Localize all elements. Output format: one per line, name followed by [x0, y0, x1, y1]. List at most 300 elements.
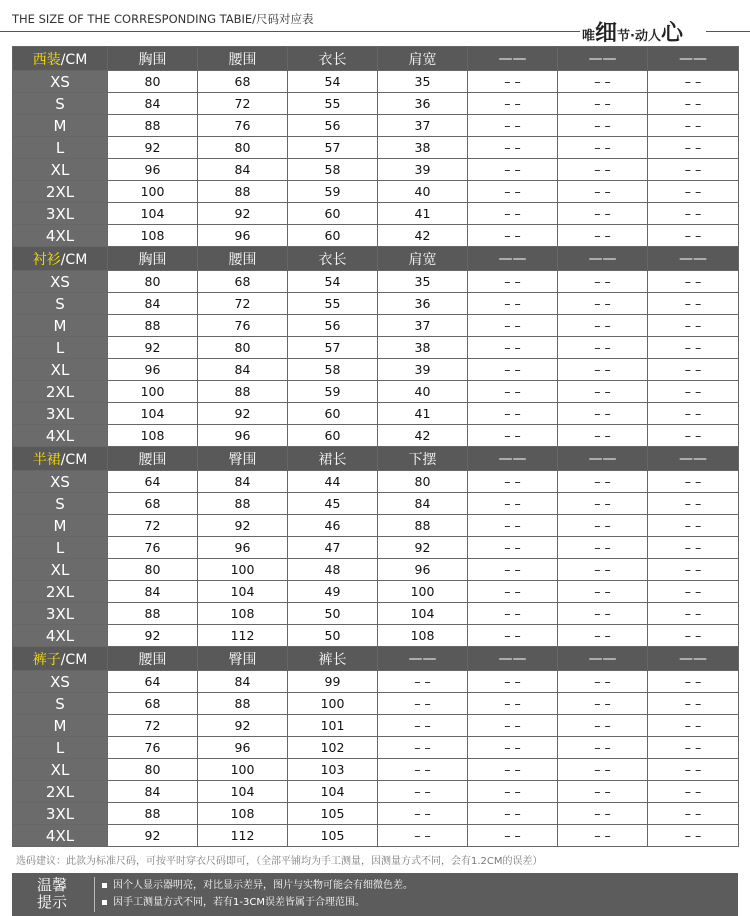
category-unit: /CM	[60, 651, 88, 668]
measurement-cell: – –	[468, 403, 558, 425]
measurement-cell: – –	[648, 493, 739, 515]
measurement-cell: 104	[198, 781, 288, 803]
measurement-cell: – –	[558, 515, 648, 537]
measurement-cell: – –	[558, 781, 648, 803]
measurement-cell: 100	[198, 559, 288, 581]
measurement-cell: 84	[108, 293, 198, 315]
table-row	[13, 403, 739, 425]
measurement-cell: 57	[288, 137, 378, 159]
table-row	[13, 203, 739, 225]
measurement-cell: – –	[648, 403, 739, 425]
slogan-prefix: 唯	[582, 29, 596, 44]
table-row	[13, 137, 739, 159]
column-header: ——	[648, 647, 739, 671]
measurement-cell: 88	[198, 181, 288, 203]
table-row	[13, 493, 739, 515]
measurement-cell: 104	[108, 203, 198, 225]
size-label: L	[13, 337, 108, 359]
category-unit: /CM	[60, 451, 88, 468]
bullet-icon	[102, 883, 107, 888]
table-header-row	[13, 247, 739, 271]
size-label: M	[13, 715, 108, 737]
measurement-cell: – –	[648, 803, 739, 825]
column-header: ——	[648, 247, 739, 271]
size-label: 3XL	[13, 403, 108, 425]
measurement-cell: 104	[378, 603, 468, 625]
measurement-cell: – –	[558, 581, 648, 603]
measurement-cell: – –	[648, 225, 739, 247]
page-title: THE SIZE OF THE CORRESPONDING TABIE/尺码对应表	[12, 12, 314, 26]
measurement-cell: – –	[468, 781, 558, 803]
size-label: XS	[13, 71, 108, 93]
measurement-cell: 58	[288, 359, 378, 381]
measurement-cell: – –	[648, 825, 739, 847]
measurement-cell: 36	[378, 293, 468, 315]
table-row	[13, 603, 739, 625]
measurement-cell: 104	[108, 403, 198, 425]
column-header: 腰围	[198, 247, 288, 271]
column-header: 腰围	[198, 47, 288, 71]
table-row	[13, 159, 739, 181]
measurement-cell: 108	[108, 425, 198, 447]
measurement-cell: 37	[378, 315, 468, 337]
measurement-cell: – –	[648, 581, 739, 603]
page-header	[0, 0, 750, 44]
column-header: 裤长	[288, 647, 378, 671]
table-row	[13, 625, 739, 647]
measurement-cell: 36	[378, 93, 468, 115]
measurement-cell: 100	[108, 181, 198, 203]
measurement-cell: – –	[468, 225, 558, 247]
measurement-cell: – –	[648, 181, 739, 203]
table-row	[13, 71, 739, 93]
measurement-cell: – –	[468, 271, 558, 293]
measurement-cell: 57	[288, 337, 378, 359]
measurement-cell: 41	[378, 403, 468, 425]
tip-text: 因个人显示器明亮，对比显示差异，图片与实物可能会有细微色差。	[113, 880, 413, 891]
measurement-cell: – –	[648, 315, 739, 337]
size-label: 4XL	[13, 625, 108, 647]
measurement-cell: – –	[558, 825, 648, 847]
measurement-cell: – –	[558, 381, 648, 403]
measurement-cell: – –	[558, 271, 648, 293]
bullet-icon	[102, 900, 107, 905]
measurement-cell: 100	[378, 581, 468, 603]
measurement-cell: 72	[108, 715, 198, 737]
measurement-cell: 80	[198, 137, 288, 159]
measurement-cell: 60	[288, 225, 378, 247]
column-header: ——	[468, 647, 558, 671]
measurement-cell: 42	[378, 425, 468, 447]
measurement-cell: 88	[378, 515, 468, 537]
table-row	[13, 425, 739, 447]
tips-label-line2: 提示	[36, 893, 67, 911]
size-table	[12, 646, 739, 847]
table-row	[13, 359, 739, 381]
size-label: L	[13, 137, 108, 159]
measurement-cell: – –	[468, 115, 558, 137]
measurement-cell: 88	[108, 603, 198, 625]
measurement-cell: 96	[198, 537, 288, 559]
table-row	[13, 181, 739, 203]
measurement-cell: – –	[378, 693, 468, 715]
column-header: ——	[558, 47, 648, 71]
size-label: M	[13, 515, 108, 537]
measurement-cell: 92	[198, 715, 288, 737]
table-row	[13, 271, 739, 293]
measurement-cell: 47	[288, 537, 378, 559]
measurement-cell: 88	[198, 381, 288, 403]
measurement-cell: – –	[468, 137, 558, 159]
slogan-big-2: 心	[660, 21, 683, 46]
size-label: XS	[13, 271, 108, 293]
measurement-cell: – –	[648, 737, 739, 759]
category-name: 衬衫	[32, 251, 61, 268]
column-header: ——	[558, 247, 648, 271]
measurement-cell: 64	[108, 471, 198, 493]
measurement-cell: 42	[378, 225, 468, 247]
measurement-cell: 92	[108, 625, 198, 647]
measurement-cell: – –	[468, 337, 558, 359]
tips-label-line1: 温馨	[36, 876, 67, 894]
measurement-cell: 56	[288, 115, 378, 137]
measurement-cell: – –	[648, 137, 739, 159]
measurement-cell: – –	[558, 715, 648, 737]
table-row	[13, 225, 739, 247]
measurement-cell: – –	[648, 759, 739, 781]
size-advice-note: 选码建议：此款为标准尺码，可按平时穿衣尺码即可，（全部平铺均为手工测量，因测量方式不同，会有1.2CM的误差）	[16, 856, 543, 867]
measurement-cell: – –	[558, 471, 648, 493]
measurement-cell: 84	[198, 671, 288, 693]
measurement-cell: 76	[198, 115, 288, 137]
size-label: S	[13, 493, 108, 515]
column-header: 下摆	[378, 447, 468, 471]
measurement-cell: – –	[468, 581, 558, 603]
measurement-cell: 41	[378, 203, 468, 225]
table-row	[13, 293, 739, 315]
column-header: 肩宽	[378, 47, 468, 71]
column-header: ——	[378, 647, 468, 671]
measurement-cell: – –	[558, 71, 648, 93]
measurement-cell: 35	[378, 71, 468, 93]
table-row	[13, 115, 739, 137]
size-label: S	[13, 93, 108, 115]
table-row	[13, 515, 739, 537]
table-row	[13, 737, 739, 759]
measurement-cell: 88	[198, 693, 288, 715]
column-header: 衣长	[288, 247, 378, 271]
category-name: 半裙	[32, 451, 61, 468]
measurement-cell: 58	[288, 159, 378, 181]
size-label: S	[13, 293, 108, 315]
measurement-cell: – –	[558, 759, 648, 781]
measurement-cell: 76	[198, 315, 288, 337]
size-label: 4XL	[13, 225, 108, 247]
measurement-cell: – –	[468, 603, 558, 625]
column-header: 腰围	[108, 647, 198, 671]
measurement-cell: 108	[198, 603, 288, 625]
measurement-cell: – –	[468, 93, 558, 115]
measurement-cell: – –	[468, 737, 558, 759]
measurement-cell: – –	[468, 315, 558, 337]
measurement-cell: – –	[558, 225, 648, 247]
measurement-cell: – –	[648, 203, 739, 225]
measurement-cell: 92	[378, 537, 468, 559]
table-row	[13, 559, 739, 581]
tip-item	[102, 894, 413, 911]
measurement-cell: – –	[468, 825, 558, 847]
measurement-cell: – –	[648, 359, 739, 381]
measurement-cell: – –	[468, 493, 558, 515]
size-table	[12, 46, 739, 247]
measurement-cell: – –	[558, 559, 648, 581]
table-row	[13, 781, 739, 803]
measurement-cell: 92	[108, 825, 198, 847]
measurement-cell: 76	[108, 537, 198, 559]
measurement-cell: – –	[648, 381, 739, 403]
measurement-cell: – –	[558, 625, 648, 647]
measurement-cell: 80	[198, 337, 288, 359]
measurement-cell: – –	[648, 71, 739, 93]
measurement-cell: 37	[378, 115, 468, 137]
measurement-cell: – –	[558, 603, 648, 625]
measurement-cell: 84	[108, 581, 198, 603]
measurement-cell: 108	[198, 803, 288, 825]
measurement-cell: 72	[198, 293, 288, 315]
measurement-cell: – –	[468, 803, 558, 825]
measurement-cell: 92	[108, 137, 198, 159]
table-header-row	[13, 447, 739, 471]
measurement-cell: – –	[558, 159, 648, 181]
measurement-cell: 108	[378, 625, 468, 647]
size-label: 2XL	[13, 381, 108, 403]
size-label: M	[13, 115, 108, 137]
measurement-cell: 96	[108, 359, 198, 381]
measurement-cell: 38	[378, 137, 468, 159]
measurement-cell: 50	[288, 625, 378, 647]
header-slogan	[582, 16, 683, 47]
measurement-cell: 101	[288, 715, 378, 737]
measurement-cell: – –	[378, 715, 468, 737]
measurement-cell: 105	[288, 803, 378, 825]
measurement-cell: 100	[108, 381, 198, 403]
measurement-cell: – –	[558, 403, 648, 425]
measurement-cell: 92	[198, 403, 288, 425]
header-divider-right	[706, 31, 750, 32]
measurement-cell: – –	[648, 337, 739, 359]
measurement-cell: 88	[108, 315, 198, 337]
column-header: ——	[468, 247, 558, 271]
measurement-cell: 104	[288, 781, 378, 803]
measurement-cell: – –	[378, 759, 468, 781]
measurement-cell: – –	[468, 359, 558, 381]
size-label: 3XL	[13, 203, 108, 225]
table-row	[13, 693, 739, 715]
measurement-cell: 49	[288, 581, 378, 603]
measurement-cell: – –	[648, 537, 739, 559]
column-header: 胸围	[108, 47, 198, 71]
size-label: L	[13, 737, 108, 759]
measurement-cell: 88	[198, 493, 288, 515]
measurement-cell: 68	[108, 693, 198, 715]
measurement-cell: 54	[288, 71, 378, 93]
measurement-cell: 46	[288, 515, 378, 537]
measurement-cell: – –	[468, 381, 558, 403]
size-label: S	[13, 693, 108, 715]
measurement-cell: – –	[648, 515, 739, 537]
measurement-cell: – –	[558, 137, 648, 159]
measurement-cell: – –	[648, 115, 739, 137]
table-row	[13, 381, 739, 403]
column-header: 胸围	[108, 247, 198, 271]
measurement-cell: – –	[558, 737, 648, 759]
measurement-cell: 88	[108, 803, 198, 825]
measurement-cell: – –	[558, 359, 648, 381]
table-row	[13, 759, 739, 781]
measurement-cell: – –	[558, 315, 648, 337]
table-row	[13, 825, 739, 847]
measurement-cell: – –	[378, 737, 468, 759]
measurement-cell: 60	[288, 403, 378, 425]
category-header	[13, 247, 108, 271]
size-label: 3XL	[13, 603, 108, 625]
table-row	[13, 803, 739, 825]
measurement-cell: 38	[378, 337, 468, 359]
tip-text: 因手工测量方式不同，若有1-3CM误差皆属于合理范围。	[113, 897, 365, 908]
measurement-cell: – –	[468, 181, 558, 203]
measurement-cell: 84	[198, 159, 288, 181]
category-header	[13, 447, 108, 471]
category-unit: /CM	[60, 51, 88, 68]
measurement-cell: 80	[108, 271, 198, 293]
tip-item	[102, 877, 413, 894]
size-label: M	[13, 315, 108, 337]
column-header: ——	[468, 447, 558, 471]
size-label: 4XL	[13, 825, 108, 847]
column-header: 臀围	[198, 647, 288, 671]
measurement-cell: 96	[108, 159, 198, 181]
category-header	[13, 47, 108, 71]
measurement-cell: – –	[468, 471, 558, 493]
size-label: XS	[13, 471, 108, 493]
measurement-cell: – –	[648, 715, 739, 737]
category-header	[13, 647, 108, 671]
slogan-big-1: 细	[595, 21, 618, 46]
measurement-cell: – –	[468, 559, 558, 581]
measurement-cell: 96	[378, 559, 468, 581]
size-label: 4XL	[13, 425, 108, 447]
measurement-cell: 54	[288, 271, 378, 293]
column-header: ——	[558, 447, 648, 471]
measurement-cell: 108	[108, 225, 198, 247]
measurement-cell: – –	[648, 471, 739, 493]
measurement-cell: – –	[558, 337, 648, 359]
column-header: ——	[558, 647, 648, 671]
measurement-cell: 45	[288, 493, 378, 515]
measurement-cell: 72	[198, 93, 288, 115]
measurement-cell: – –	[648, 671, 739, 693]
size-label: XL	[13, 359, 108, 381]
measurement-cell: 59	[288, 181, 378, 203]
measurement-cell: – –	[468, 625, 558, 647]
measurement-cell: – –	[558, 115, 648, 137]
size-table	[12, 246, 739, 447]
measurement-cell: – –	[558, 293, 648, 315]
measurement-cell: 80	[378, 471, 468, 493]
measurement-cell: 59	[288, 381, 378, 403]
measurement-cell: – –	[648, 693, 739, 715]
measurement-cell: 40	[378, 181, 468, 203]
measurement-cell: – –	[648, 625, 739, 647]
table-header-row	[13, 647, 739, 671]
measurement-cell: – –	[468, 715, 558, 737]
measurement-cell: 39	[378, 359, 468, 381]
measurement-cell: – –	[648, 293, 739, 315]
measurement-cell: – –	[468, 293, 558, 315]
measurement-cell: – –	[378, 803, 468, 825]
table-row	[13, 671, 739, 693]
measurement-cell: – –	[468, 671, 558, 693]
measurement-cell: – –	[648, 271, 739, 293]
column-header: ——	[468, 47, 558, 71]
measurement-cell: 68	[108, 493, 198, 515]
measurement-cell: 84	[378, 493, 468, 515]
measurement-cell: – –	[378, 825, 468, 847]
measurement-cell: – –	[648, 93, 739, 115]
measurement-cell: 103	[288, 759, 378, 781]
size-label: XL	[13, 159, 108, 181]
measurement-cell: 112	[198, 825, 288, 847]
column-header: ——	[648, 447, 739, 471]
measurement-cell: – –	[648, 425, 739, 447]
measurement-cell: – –	[558, 671, 648, 693]
measurement-cell: – –	[558, 93, 648, 115]
table-row	[13, 315, 739, 337]
measurement-cell: 76	[108, 737, 198, 759]
table-row	[13, 537, 739, 559]
measurement-cell: 96	[198, 737, 288, 759]
measurement-cell: 68	[198, 271, 288, 293]
measurement-cell: – –	[558, 493, 648, 515]
measurement-cell: 104	[198, 581, 288, 603]
measurement-cell: 92	[198, 515, 288, 537]
column-header: 衣长	[288, 47, 378, 71]
measurement-cell: – –	[558, 203, 648, 225]
measurement-cell: 56	[288, 315, 378, 337]
category-name: 裤子	[32, 651, 61, 668]
measurement-cell: 96	[198, 225, 288, 247]
measurement-cell: – –	[558, 693, 648, 715]
column-header: ——	[648, 47, 739, 71]
size-label: L	[13, 537, 108, 559]
tips-box	[12, 873, 738, 916]
measurement-cell: – –	[558, 425, 648, 447]
size-label: XS	[13, 671, 108, 693]
measurement-cell: 64	[108, 671, 198, 693]
measurement-cell: 84	[198, 471, 288, 493]
measurement-cell: – –	[648, 603, 739, 625]
measurement-cell: – –	[468, 759, 558, 781]
table-row	[13, 581, 739, 603]
measurement-cell: 92	[198, 203, 288, 225]
measurement-cell: – –	[468, 425, 558, 447]
measurement-cell: 100	[198, 759, 288, 781]
measurement-cell: 80	[108, 559, 198, 581]
measurement-cell: 88	[108, 115, 198, 137]
measurement-cell: 60	[288, 425, 378, 447]
measurement-cell: – –	[468, 159, 558, 181]
measurement-cell: – –	[648, 559, 739, 581]
